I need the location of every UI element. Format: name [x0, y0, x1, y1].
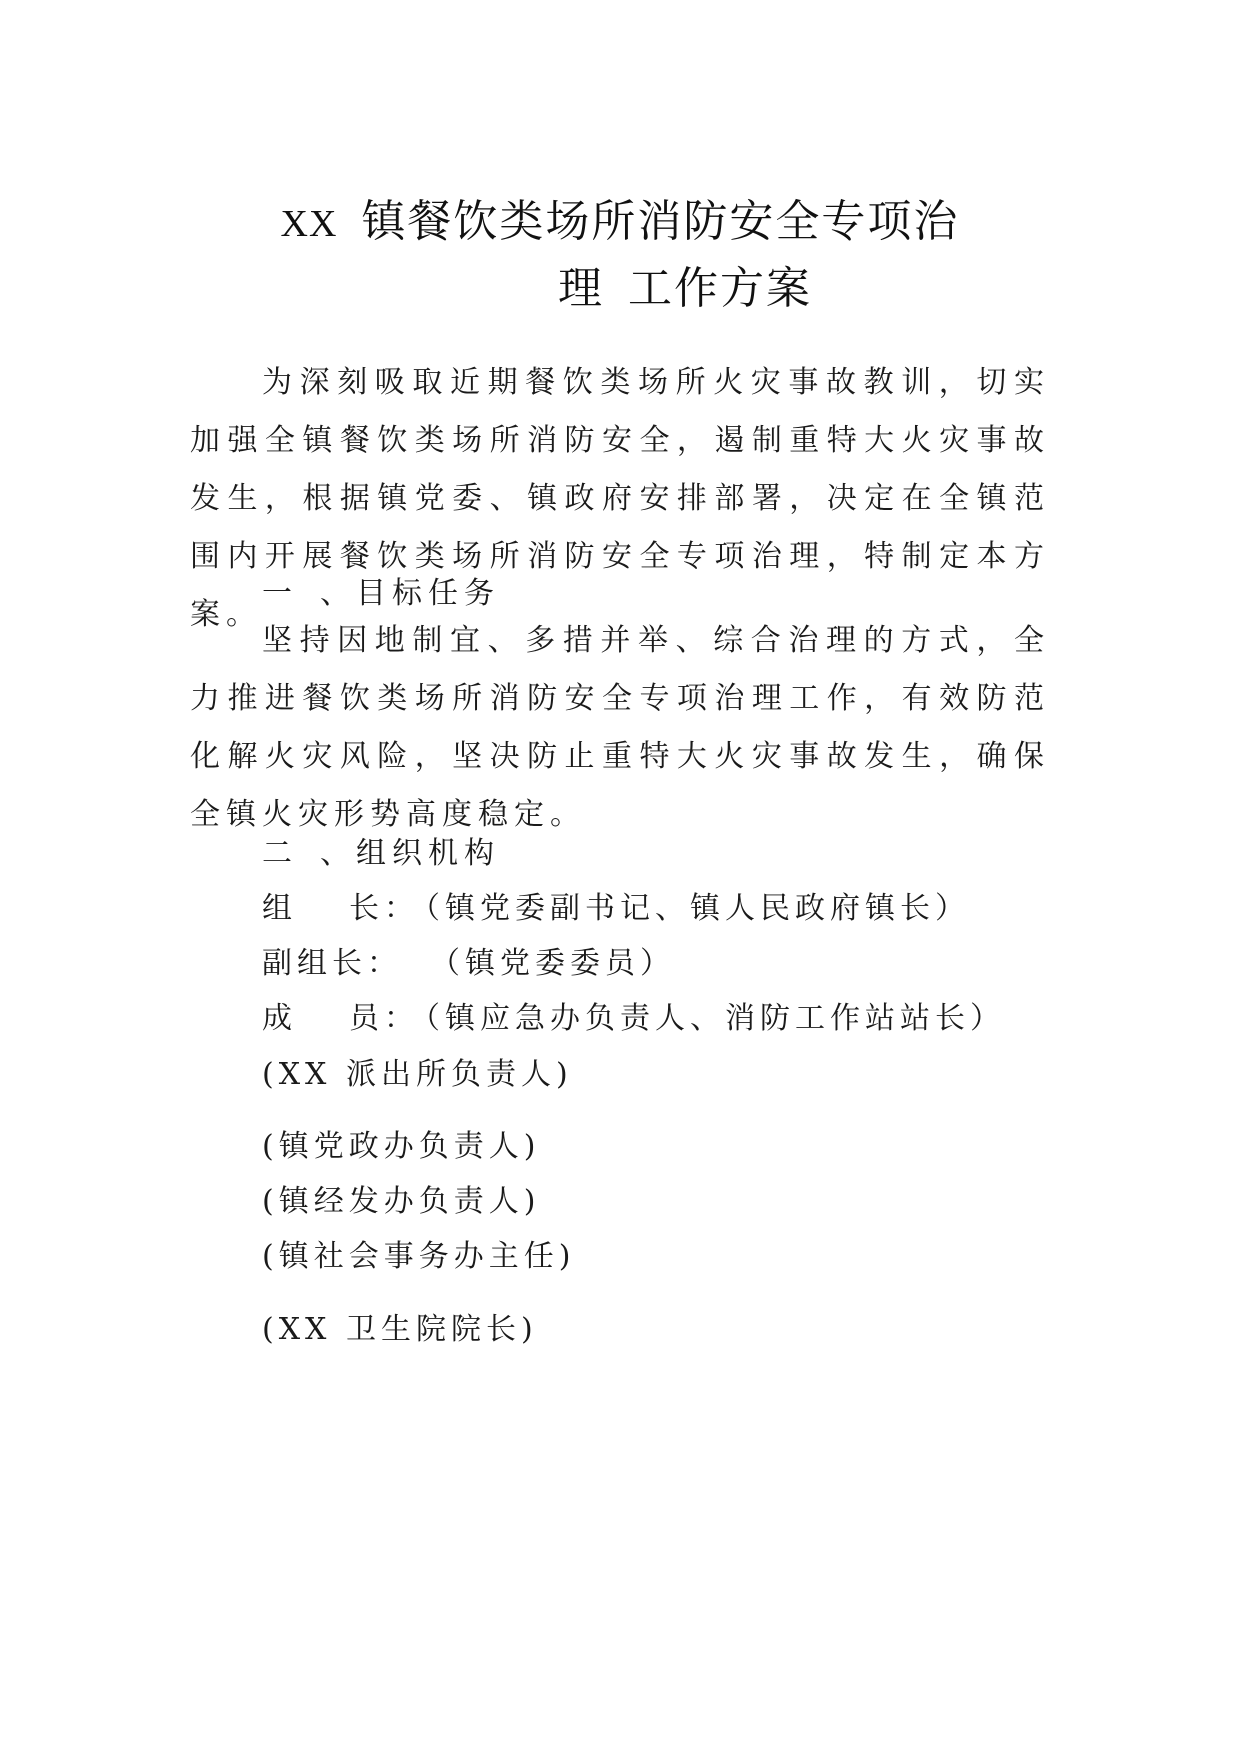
title-text-2a: 理	[558, 263, 604, 314]
section-1-paragraph: 坚持因地制宜、多措并举、综合治理的方式，全力推进餐饮类场所消防安全专项治理工作，有效防范化解火灾风险，坚决防止重特大火灾事故发生，确保全镇火灾形势高度稳定。	[190, 623, 1050, 832]
leader-label	[262, 883, 419, 927]
member-item: (镇社会事务办主任)	[262, 1239, 576, 1274]
member-label-char-2: 员：	[349, 1001, 419, 1036]
title-prefix: XX	[280, 203, 338, 245]
leader-line	[262, 883, 970, 927]
section-1-title: 、目标任务	[320, 576, 500, 611]
section-1-paragraph-block	[190, 612, 1050, 844]
leader-label-char-2: 长：	[349, 891, 419, 926]
member-value: （镇应急办负责人、消防工作站站长）	[410, 1001, 1005, 1036]
deputy-label: 副组长：	[262, 946, 402, 981]
member-item: (XX 派出所负责人)	[262, 1057, 573, 1092]
section-2-number: 二	[262, 836, 298, 871]
document-title-line-2	[0, 252, 1240, 316]
section-2-title: 、组织机构	[320, 836, 500, 871]
title-text-1: 镇餐饮类场所消防安全专项治	[361, 196, 960, 247]
deputy-value: （镇党委委员）	[430, 946, 675, 981]
intro-paragraph: 为深刻吸取近期餐饮类场所火灾事故教训，切实加强全镇餐饮类场所消防安全，遏制重特大火灾事故发生，根据镇党委、镇政府安排部署，决定在全镇范围内开展餐饮类场所消防安全专项治理，特制定本方案。	[190, 365, 1050, 632]
member-item: (镇经发办负责人)	[262, 1184, 541, 1219]
leader-label-char-1: 组	[262, 891, 297, 926]
leader-value: （镇党委副书记、镇人民政府镇长）	[410, 891, 970, 926]
deputy-line	[262, 938, 675, 982]
section-1-heading	[262, 568, 500, 612]
section-1-number: 一	[262, 576, 298, 611]
member-label-char-1: 成	[262, 1001, 297, 1036]
member-label	[262, 993, 419, 1037]
title-text-2b: 工作方案	[628, 263, 812, 314]
member-item: (XX 卫生院院长)	[262, 1312, 538, 1347]
member-line	[262, 993, 1005, 1037]
member-item: (镇党政办负责人)	[262, 1129, 541, 1164]
section-2-heading	[262, 828, 500, 872]
document-title-line-1	[0, 185, 1240, 249]
